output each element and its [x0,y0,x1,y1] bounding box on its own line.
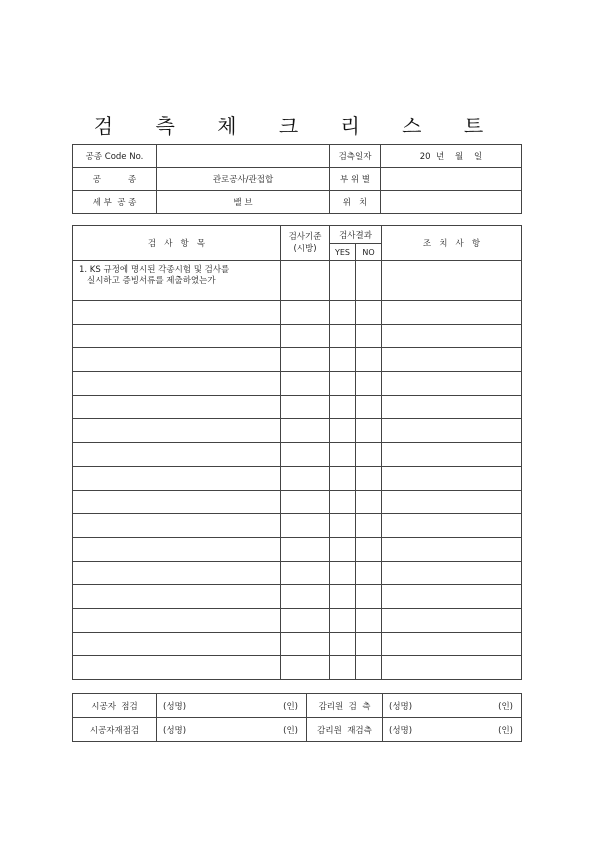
item-cell[interactable] [73,656,281,680]
action-cell[interactable] [382,395,522,419]
checklist-row [73,656,522,680]
no-checkbox-cell[interactable] [356,632,382,656]
action-cell[interactable] [382,608,522,632]
checklist-row [73,324,522,348]
work-label: 공 종 [73,168,157,191]
no-checkbox-cell[interactable] [356,490,382,514]
standard-cell[interactable] [281,561,330,585]
no-checkbox-cell[interactable] [356,419,382,443]
contractor-recheck-sign-field[interactable] [157,718,307,742]
action-cell[interactable] [382,656,522,680]
header-standard-line2: (시방) [293,244,317,254]
checklist-row [73,585,522,609]
header-yes: YES [330,244,356,261]
action-cell[interactable] [382,348,522,372]
header-standard [281,226,330,261]
checklist-row [73,537,522,561]
checklist-item-line1: 1. KS 규정에 명시된 각종시험 및 검사를 [79,265,230,275]
checklist-header-row [73,226,522,244]
action-cell[interactable] [382,372,522,396]
yes-checkbox-cell[interactable] [330,324,356,348]
no-checkbox-cell[interactable] [356,656,382,680]
standard-cell[interactable] [281,419,330,443]
yes-checkbox-cell[interactable] [330,632,356,656]
info-row-work [73,168,522,191]
action-cell[interactable] [382,261,522,301]
contractor-check-sign-field[interactable] [157,694,307,718]
standard-cell[interactable] [281,348,330,372]
yes-checkbox-cell[interactable] [330,490,356,514]
yes-checkbox-cell[interactable] [330,301,356,325]
header-item: 검 사 항 목 [73,226,281,261]
standard-cell[interactable] [281,585,330,609]
yes-checkbox-cell[interactable] [330,514,356,538]
date-value-field[interactable]: 20 년 월 일 [381,145,522,168]
checklist-item-text [73,261,281,301]
standard-cell[interactable] [281,301,330,325]
supervisor-reinspect-sign-field[interactable] [383,718,522,742]
no-checkbox-cell[interactable] [356,324,382,348]
location-label: 위 치 [330,191,381,214]
action-cell[interactable] [382,443,522,467]
action-cell[interactable] [382,632,522,656]
checklist-row [73,608,522,632]
item-cell[interactable] [73,514,281,538]
document-title: 검 측 체 크 리 스 트 [93,114,502,138]
no-checkbox-cell[interactable] [356,537,382,561]
header-standard-line1: 검사기준 [288,232,322,242]
work-value-field[interactable]: 관로공사/관접합 [157,168,330,191]
header-result: 검사결과 [330,226,382,244]
yes-checkbox-cell[interactable] [330,466,356,490]
yes-checkbox-cell[interactable] [330,261,356,301]
action-cell[interactable] [382,490,522,514]
seal-label: (인) [498,725,513,736]
yes-checkbox-cell[interactable] [330,443,356,467]
location-value-field[interactable] [381,191,522,214]
standard-cell[interactable] [281,261,330,301]
item-cell[interactable] [73,466,281,490]
signature-table [72,693,522,742]
checklist-row [73,348,522,372]
name-label: (성명) [389,701,413,712]
standard-cell[interactable] [281,632,330,656]
standard-cell[interactable] [281,537,330,561]
yes-checkbox-cell[interactable] [330,656,356,680]
signature-row [73,718,522,742]
item-cell[interactable] [73,443,281,467]
no-checkbox-cell[interactable] [356,466,382,490]
checklist-row [73,419,522,443]
item-cell[interactable] [73,348,281,372]
item-cell[interactable] [73,419,281,443]
standard-cell[interactable] [281,372,330,396]
subwork-value-field[interactable]: 밸 브 [157,191,330,214]
no-checkbox-cell[interactable] [356,443,382,467]
checklist-item-line2: 실시하고 증빙서류를 제출하였는가 [87,276,216,286]
standard-cell[interactable] [281,324,330,348]
yes-checkbox-cell[interactable] [330,561,356,585]
standard-cell[interactable] [281,395,330,419]
item-cell[interactable] [73,608,281,632]
checklist-table [72,225,522,680]
yes-checkbox-cell[interactable] [330,537,356,561]
standard-cell[interactable] [281,490,330,514]
no-checkbox-cell[interactable] [356,372,382,396]
action-cell[interactable] [382,561,522,585]
checklist-row [73,301,522,325]
seal-label: (인) [283,725,298,736]
action-cell[interactable] [382,301,522,325]
yes-checkbox-cell[interactable] [330,608,356,632]
supervisor-reinspect-label: 감리원 재검측 [307,718,383,742]
subwork-label: 세 부 공 종 [73,191,157,214]
seal-label: (인) [498,701,513,712]
standard-cell[interactable] [281,656,330,680]
action-cell[interactable] [382,514,522,538]
part-value-field[interactable] [381,168,522,191]
name-label: (성명) [163,701,187,712]
no-checkbox-cell[interactable] [356,608,382,632]
name-label: (성명) [163,725,187,736]
no-checkbox-cell[interactable] [356,514,382,538]
checklist-row [73,632,522,656]
no-checkbox-cell[interactable] [356,561,382,585]
standard-cell[interactable] [281,466,330,490]
no-checkbox-cell[interactable] [356,261,382,301]
info-table [72,144,522,214]
item-cell[interactable] [73,372,281,396]
item-cell[interactable] [73,561,281,585]
name-label: (성명) [389,725,413,736]
item-cell[interactable] [73,490,281,514]
action-cell[interactable] [382,585,522,609]
item-cell[interactable] [73,301,281,325]
item-cell[interactable] [73,324,281,348]
checklist-row [73,561,522,585]
item-cell[interactable] [73,632,281,656]
contractor-recheck-label: 시공자재점검 [73,718,157,742]
no-checkbox-cell[interactable] [356,301,382,325]
seal-label: (인) [283,701,298,712]
action-cell[interactable] [382,537,522,561]
info-row-subwork [73,191,522,214]
signature-row [73,694,522,718]
action-cell[interactable] [382,419,522,443]
item-cell[interactable] [73,585,281,609]
no-checkbox-cell[interactable] [356,585,382,609]
header-action: 조 치 사 항 [382,226,522,261]
checklist-row [73,372,522,396]
header-no: NO [356,244,382,261]
supervisor-inspect-sign-field[interactable] [383,694,522,718]
no-checkbox-cell[interactable] [356,395,382,419]
yes-checkbox-cell[interactable] [330,372,356,396]
supervisor-inspect-label: 감리원 검 측 [307,694,383,718]
standard-cell[interactable] [281,443,330,467]
standard-cell[interactable] [281,608,330,632]
yes-checkbox-cell[interactable] [330,585,356,609]
checklist-row [73,443,522,467]
action-cell[interactable] [382,466,522,490]
code-label: 공종 Code No. [73,145,157,168]
action-cell[interactable] [382,324,522,348]
checklist-row [73,261,522,301]
info-row-code [73,145,522,168]
no-checkbox-cell[interactable] [356,348,382,372]
yes-checkbox-cell[interactable] [330,395,356,419]
checklist-row [73,466,522,490]
checklist-row [73,395,522,419]
item-cell[interactable] [73,537,281,561]
part-label: 부 위 별 [330,168,381,191]
date-label: 검측일자 [330,145,381,168]
checklist-row [73,490,522,514]
checklist-row [73,514,522,538]
code-value-field[interactable] [157,145,330,168]
yes-checkbox-cell[interactable] [330,419,356,443]
item-cell[interactable] [73,395,281,419]
yes-checkbox-cell[interactable] [330,348,356,372]
contractor-check-label: 시공자 점검 [73,694,157,718]
standard-cell[interactable] [281,514,330,538]
